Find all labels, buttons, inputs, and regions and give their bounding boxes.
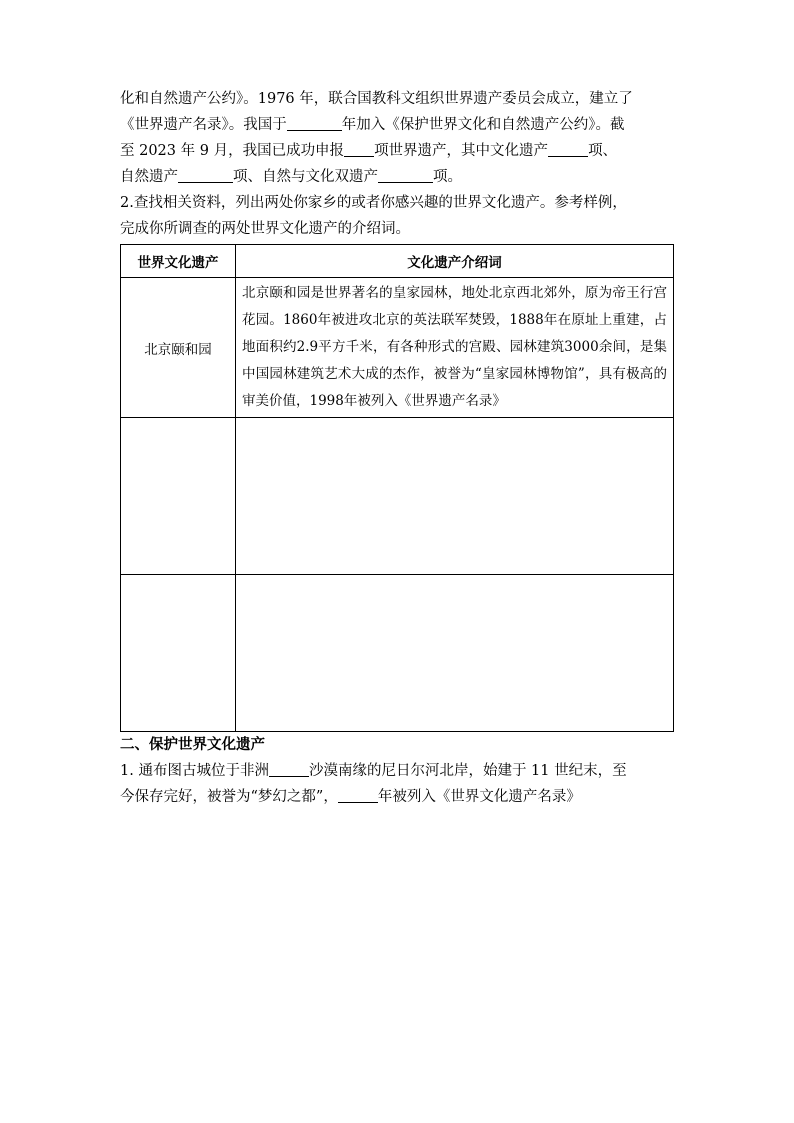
- paragraph-line: [120, 112, 680, 138]
- header-heritage: 世界文化遗产: [121, 245, 236, 278]
- heritage-table: [120, 244, 674, 732]
- fill-blank[interactable]: [344, 140, 374, 157]
- blank-heritage-intro-cell[interactable]: [236, 575, 674, 732]
- text: 项、: [588, 143, 618, 159]
- text: 年加入《保护世界文化和自然遗产公约》。截: [341, 117, 625, 133]
- table-row-sample: [121, 278, 674, 418]
- header-intro: 文化遗产介绍词: [236, 245, 674, 278]
- section-2-question-line: [120, 784, 680, 810]
- paragraph-line: [120, 164, 680, 190]
- question-2-line: [120, 190, 680, 216]
- fill-blank[interactable]: [378, 166, 433, 183]
- paragraph-line: [120, 138, 680, 164]
- fill-blank[interactable]: [269, 760, 309, 777]
- sample-heritage-intro: 北京颐和园是世界著名的皇家园林，地处北京西北郊外，原为帝王行宫花园。1860年被进攻北京的英法联军焚毁，1888年在原址上重建，占地面积约2.9平方千米，有各种形式的宫殿、园林建筑3000余间，是集中国园林建筑艺术大成的杰作，被誉为“皇家园林博物馆”，具有极高的审美价值，1998年被列入《世界遗产名录》: [236, 278, 674, 418]
- blank-heritage-name-cell[interactable]: [121, 418, 236, 575]
- text: 完成你所调查的两处世界文化遗产的介绍词。: [120, 221, 410, 237]
- text: 年被列入《世界文化遗产名录》: [377, 789, 581, 805]
- text: 《世界遗产名录》。我国于: [120, 117, 287, 133]
- section-title: [120, 732, 680, 758]
- text: 化和自然遗产公约》。1976 年，联合国教科文组织世界遗产委员会成立，建立了: [120, 91, 633, 107]
- text: 沙漠南缘的尼日尔河北岸，始建于 11 世纪末，至: [308, 763, 627, 779]
- sample-heritage-name: 北京颐和园: [121, 278, 236, 418]
- text: 今保存完好，被誉为“梦幻之都”，: [120, 789, 338, 805]
- document-page: [120, 86, 680, 810]
- fill-blank[interactable]: [548, 140, 588, 157]
- text: 2.查找相关资料，列出两处你家乡的或者你感兴趣的世界文化遗产。参考样例，: [120, 195, 627, 211]
- question-2-line: [120, 216, 680, 242]
- text: 至 2023 年 9 月，我国已成功申报: [120, 143, 345, 159]
- table-header-row: [121, 245, 674, 278]
- text: 项、自然与文化双遗产: [233, 169, 378, 185]
- text: 1. 通布图古城位于非洲: [120, 763, 269, 779]
- table-row-blank: [121, 418, 674, 575]
- paragraph-line: [120, 86, 680, 112]
- text: 二、保护世界文化遗产: [120, 736, 265, 753]
- fill-blank[interactable]: [287, 114, 342, 131]
- text: 项。: [433, 169, 462, 185]
- blank-heritage-name-cell[interactable]: [121, 575, 236, 732]
- fill-blank[interactable]: [338, 786, 378, 803]
- section-2-question-line: [120, 758, 680, 784]
- text: 项世界遗产，其中文化遗产: [374, 143, 549, 159]
- table-row-blank: [121, 575, 674, 732]
- blank-heritage-intro-cell[interactable]: [236, 418, 674, 575]
- fill-blank[interactable]: [178, 166, 233, 183]
- text: 自然遗产: [120, 169, 178, 185]
